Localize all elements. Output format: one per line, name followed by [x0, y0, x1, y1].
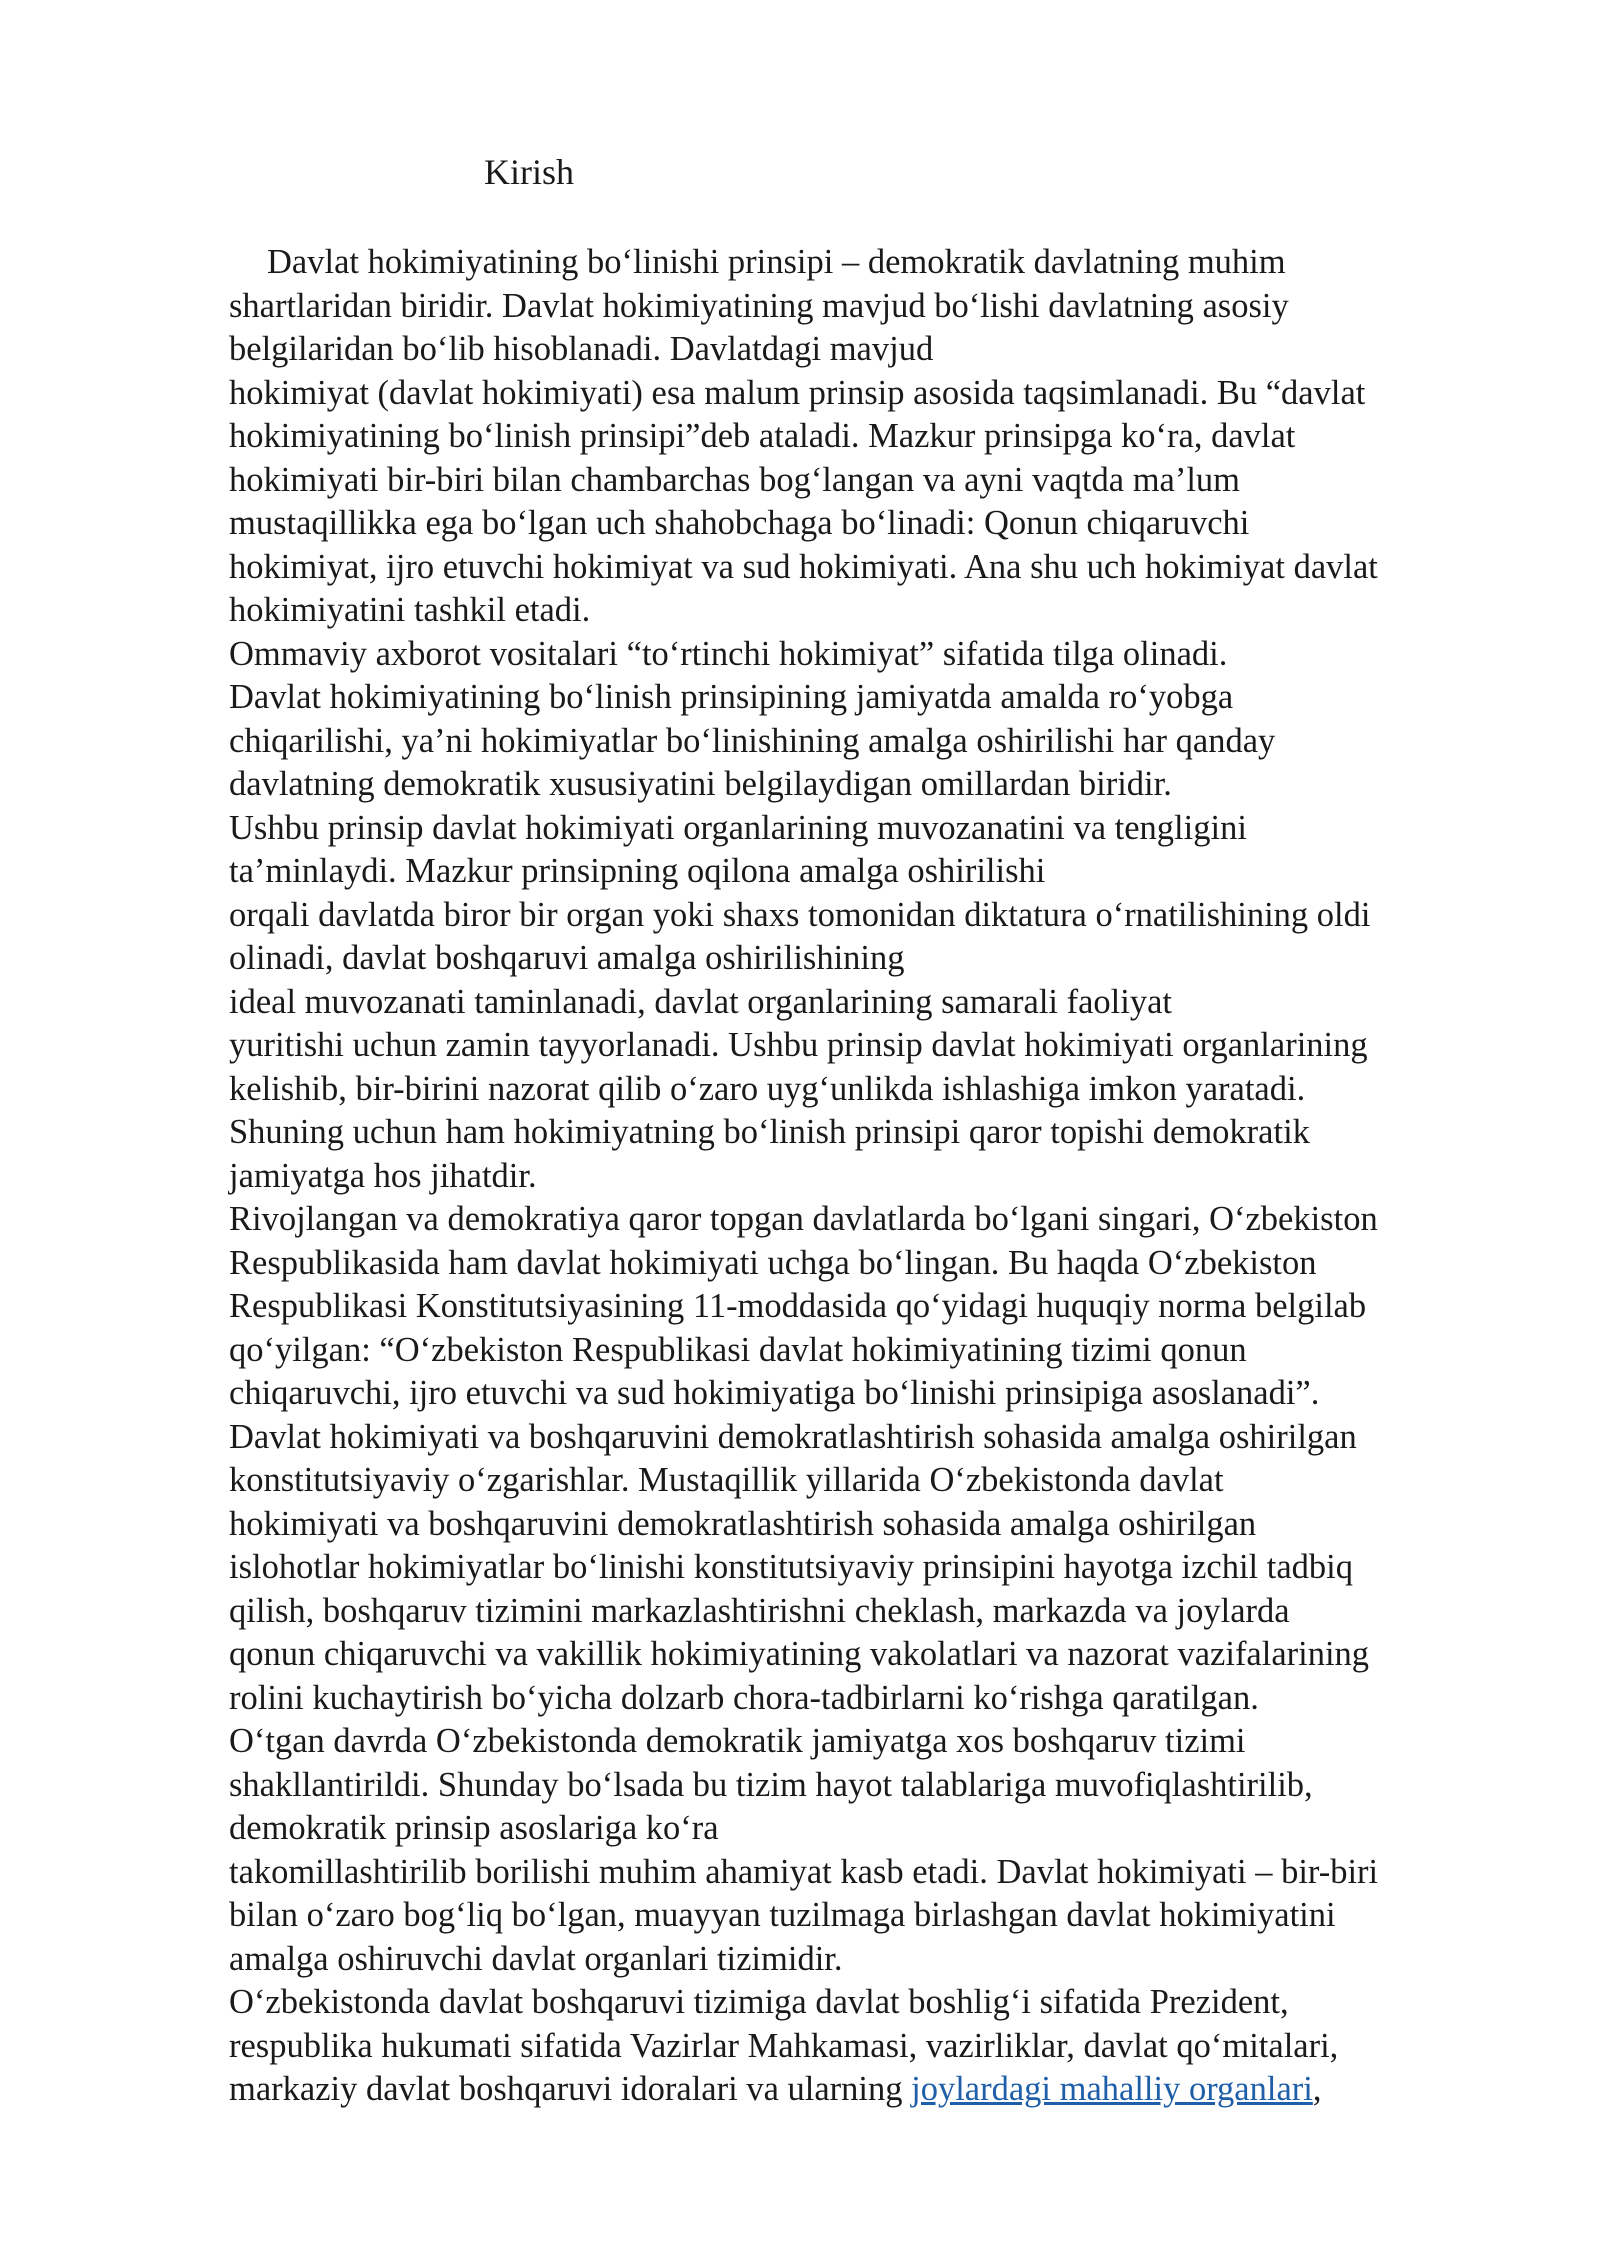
body-line: yuritishi uchun zamin tayyorlanadi. Ushbu prinsip davlat hokimiyati organlarining	[229, 1026, 1368, 1064]
body-line-last	[229, 2068, 1529, 2112]
body-line-trailing: ,	[1312, 2070, 1322, 2108]
body-line: Davlat hokimiyatining bo‘linishi prinsipi – demokratik davlatning muhim	[267, 243, 1286, 281]
body-line: Ommaviy axborot vositalari “to‘rtinchi hokimiyat” sifatida tilga olinadi.	[229, 634, 1228, 673]
body-line: chiqaruvchi, ijro etuvchi va sud hokimiyatiga bo‘linishi prinsipiga asoslanadi”.	[229, 1374, 1320, 1412]
body-line: shartlaridan biridir. Davlat hokimiyatining mavjud bo‘lishi davlatning asosiy	[229, 286, 1289, 325]
body-line: kelishib, bir-birini nazorat qilib o‘zaro uyg‘unlikda ishlashiga imkon yaratadi.	[229, 1069, 1306, 1108]
body-line: demokratik prinsip asoslariga ko‘ra	[229, 1809, 719, 1847]
body-line: qonun chiqaruvchi va vakillik hokimiyatining vakolatlari va nazorat vazifalarining	[229, 1635, 1370, 1673]
body-line: ta’minlaydi. Mazkur prinsipning oqilona amalga oshirilishi	[229, 852, 1046, 890]
page-title: Kirish	[484, 152, 574, 192]
body-line: hokimiyatini tashkil etadi.	[229, 591, 591, 629]
body-line: O‘tgan davrda O‘zbekistonda demokratik jamiyatga xos boshqaruv tizimi	[229, 1722, 1246, 1760]
body-line: mustaqillikka ega bo‘lgan uch shahobchaga bo‘linadi: Qonun chiqaruvchi	[229, 504, 1250, 542]
body-line: Shuning uchun ham hokimiyatning bo‘linish prinsipi qaror topishi demokratik	[229, 1113, 1310, 1151]
body-line: Respublikasida ham davlat hokimiyati uchga bo‘lingan. Bu haqda O‘zbekiston	[229, 1243, 1317, 1282]
body-line: bilan o‘zaro bog‘liq bo‘lgan, muayyan tuzilmaga birlashgan davlat hokimiyatini	[229, 1896, 1336, 1934]
body-line: takomillashtirilib borilishi muhim ahamiyat kasb etadi. Davlat hokimiyati – bir-biri	[229, 1852, 1379, 1891]
body-line: shakllantirildi. Shunday bo‘lsada bu tizim hayot talablariga muvofiqlashtirilib,	[229, 1765, 1313, 1804]
body-line: hokimiyati bir-biri bilan chambarchas bog‘langan va ayni vaqtda ma’lum	[229, 460, 1240, 499]
body-line: O‘zbekistonda davlat boshqaruvi tizimiga davlat boshlig‘i sifatida Prezident,	[229, 1983, 1289, 2021]
body-line: qo‘yilgan: “O‘zbekiston Respublikasi davlat hokimiyatining tizimi qonun	[229, 1330, 1247, 1369]
body-line: chiqarilishi, ya’ni hokimiyatlar bo‘linishining amalga oshirilishi har qanday	[229, 721, 1276, 760]
body-line: Ushbu prinsip davlat hokimiyati organlarining muvozanatini va tengligini	[229, 808, 1247, 847]
body-line: Rivojlangan va demokratiya qaror topgan davlatlarda bo‘lgani singari, O‘zbekiston	[229, 1200, 1378, 1238]
document-body	[229, 241, 1529, 2112]
body-line: belgilaridan bo‘lib hisoblanadi. Davlatdagi mavjud	[229, 330, 934, 368]
body-line: islohotlar hokimiyatlar bo‘linishi konstitutsiyaviy prinsipini hayotga izchil tadbiq	[229, 1548, 1353, 1586]
body-line: jamiyatga hos jihatdir.	[229, 1156, 537, 1195]
body-line: davlatning demokratik xususiyatini belgilaydigan omillardan biridir.	[229, 765, 1172, 803]
body-line: hokimiyat, ijro etuvchi hokimiyat va sud hokimiyati. Ana shu uch hokimiyat davlat	[229, 547, 1378, 586]
mahalliy-organlari-link[interactable]: joylardagi mahalliy organlari	[911, 2070, 1313, 2108]
body-line: respublika hukumati sifatida Vazirlar Mahkamasi, vazirliklar, davlat qo‘mitalari,	[229, 2026, 1339, 2065]
body-line: Respublikasi Konstitutsiyasining 11-moddasida qo‘yidagi huquqiy norma belgilab	[229, 1287, 1367, 1325]
body-line-text: markaziy davlat boshqaruvi idoralari va ularning	[229, 2070, 912, 2108]
body-line: amalga oshiruvchi davlat organlari tizimidir.	[229, 1939, 843, 1978]
body-line: hokimiyati va boshqaruvini demokratlashtirish sohasida amalga oshirilgan	[229, 1504, 1257, 1543]
body-line: ideal muvozanati taminlanadi, davlat organlarining samarali faoliyat	[229, 982, 1172, 1021]
body-line: qilish, boshqaruv tizimini markazlashtirishni cheklash, markazda va joylarda	[229, 1591, 1290, 1630]
body-line: hokimiyatining bo‘linish prinsipi”deb ataladi. Mazkur prinsipga ko‘ra, davlat	[229, 417, 1296, 455]
body-line: hokimiyat (davlat hokimiyati) esa malum prinsip asosida taqsimlanadi. Bu “davlat	[229, 373, 1366, 412]
body-line: konstitutsiyaviy o‘zgarishlar. Mustaqillik yillarida O‘zbekistonda davlat	[229, 1461, 1224, 1499]
body-line: olinadi, davlat boshqaruvi amalga oshirilishining	[229, 939, 905, 977]
body-line: Davlat hokimiyati va boshqaruvini demokratlashtirish sohasida amalga oshirilgan	[229, 1417, 1357, 1456]
body-line: rolini kuchaytirish bo‘yicha dolzarb chora-tadbirlarni ko‘rishga qaratilgan.	[229, 1678, 1259, 1717]
body-line: orqali davlatda biror bir organ yoki shaxs tomonidan diktatura o‘rnatilishining oldi	[229, 895, 1371, 934]
body-line: Davlat hokimiyatining bo‘linish prinsipining jamiyatda amalda ro‘yobga	[229, 678, 1234, 716]
